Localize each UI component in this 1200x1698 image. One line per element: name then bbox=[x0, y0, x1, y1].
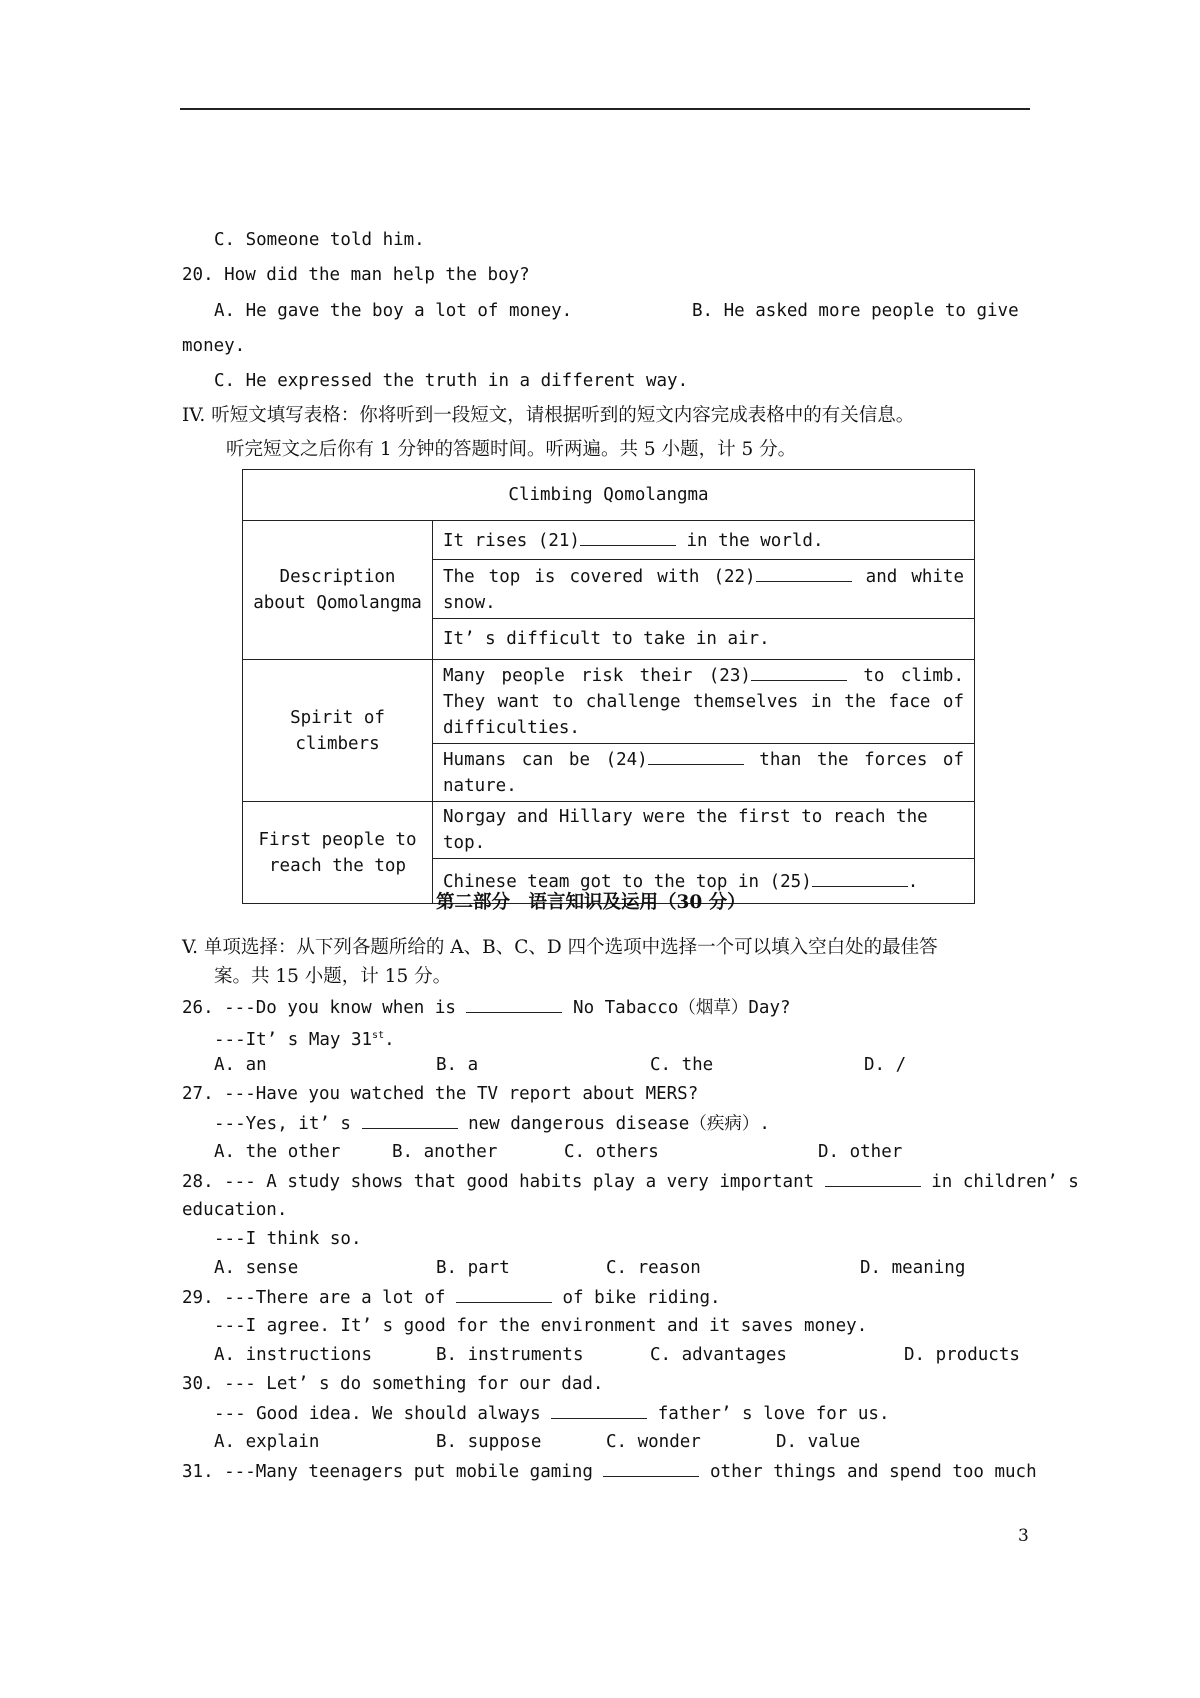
q30-option-b: B. suppose bbox=[436, 1432, 542, 1452]
q20-option-c: C. He expressed the truth in a different way. bbox=[214, 371, 689, 391]
blank-30 bbox=[551, 1400, 647, 1419]
part2-heading: 第二部分 语言知识及运用（30 分） bbox=[436, 892, 746, 913]
blank-25 bbox=[812, 868, 908, 887]
q19-option-c: C. Someone told him. bbox=[214, 230, 425, 250]
q29-option-c: C. advantages bbox=[650, 1345, 787, 1365]
q20-option-a: A. He gave the boy a lot of money. bbox=[214, 301, 573, 321]
section5-instructions: V. 单项选择：从下列各题所给的 A、B、C、D 四个选项中选择一个可以填入空白处的最佳答 bbox=[182, 937, 938, 958]
blank-23 bbox=[751, 662, 847, 681]
q28-question-cont: education. bbox=[182, 1200, 288, 1220]
q26-option-a: A. an bbox=[214, 1055, 267, 1075]
q27-option-c: C. others bbox=[564, 1142, 659, 1162]
blank-22 bbox=[756, 563, 852, 582]
section5-instructions-cont: 案。共 15 小题，计 15 分。 bbox=[214, 966, 452, 987]
q30-response: --- Good idea. We should always father’ s love for us. bbox=[214, 1400, 890, 1427]
q27-option-d: D. other bbox=[818, 1142, 903, 1162]
q28-option-c: C. reason bbox=[606, 1258, 701, 1278]
q30-option-d: D. value bbox=[776, 1432, 861, 1452]
table-cell: Chinese team got to the top in (25) . bbox=[433, 859, 975, 904]
blank-29 bbox=[456, 1284, 552, 1303]
q27-response: ---Yes, it’ s new dangerous disease（疾病）. bbox=[214, 1110, 770, 1137]
q26-question: 26. ---Do you know when is No Tabacco（烟草）Day? bbox=[182, 994, 791, 1021]
q26-option-d: D. / bbox=[864, 1055, 907, 1075]
blank-24 bbox=[648, 746, 744, 765]
row-label-first-people: First people to reach the top bbox=[243, 802, 433, 904]
q29-option-a: A. instructions bbox=[214, 1345, 373, 1365]
blank-27 bbox=[362, 1110, 458, 1129]
blank-21 bbox=[580, 527, 676, 546]
listening-table bbox=[242, 469, 975, 904]
q31-question: 31. ---Many teenagers put mobile gaming other things and spend too much bbox=[182, 1458, 1037, 1485]
blank-26 bbox=[466, 994, 562, 1013]
q28-option-b: B. part bbox=[436, 1258, 510, 1278]
table-cell: Norgay and Hillary were the first to reach the top. bbox=[433, 802, 975, 859]
q28-option-d: D. meaning bbox=[860, 1258, 966, 1278]
table-cell: It rises (21) in the world. bbox=[433, 521, 975, 560]
table-cell: It’ s difficult to take in air. bbox=[433, 619, 975, 660]
q20-option-b: B. He asked more people to give bbox=[692, 301, 1019, 321]
table-title: Climbing Qomolangma bbox=[243, 470, 975, 521]
q26-option-c: C. the bbox=[650, 1055, 714, 1075]
q29-option-d: D. products bbox=[904, 1345, 1020, 1365]
table-cell: Humans can be (24) than the forces of nature. bbox=[433, 744, 975, 802]
q29-question: 29. ---There are a lot of of bike riding. bbox=[182, 1284, 721, 1311]
q28-question: 28. --- A study shows that good habits play a very important in children’ s bbox=[182, 1168, 1079, 1195]
q30-option-a: A. explain bbox=[214, 1432, 320, 1452]
q28-option-a: A. sense bbox=[214, 1258, 299, 1278]
section4-instructions-cont: 听完短文之后你有 1 分钟的答题时间。听两遍。共 5 小题，计 5 分。 bbox=[226, 439, 797, 460]
header-rule bbox=[180, 108, 1030, 110]
row-label-spirit: Spirit of climbers bbox=[243, 660, 433, 802]
q28-response: ---I think so. bbox=[214, 1229, 362, 1249]
blank-28 bbox=[825, 1168, 921, 1187]
q27-option-b: B. another bbox=[392, 1142, 498, 1162]
q30-question: 30. --- Let’ s do something for our dad. bbox=[182, 1374, 604, 1394]
table-cell: Many people risk their (23) to climb. They want to challenge themselves in the face of difficulties. bbox=[433, 660, 975, 744]
q29-response: ---I agree. It’ s good for the environment and it saves money. bbox=[214, 1316, 868, 1336]
table-cell: The top is covered with (22) and white snow. bbox=[433, 560, 975, 619]
q29-option-b: B. instruments bbox=[436, 1345, 584, 1365]
blank-31 bbox=[603, 1458, 699, 1477]
q27-option-a: A. the other bbox=[214, 1142, 341, 1162]
section4-instructions: IV. 听短文填写表格：你将听到一段短文，请根据听到的短文内容完成表格中的有关信息。 bbox=[182, 405, 915, 426]
q30-option-c: C. wonder bbox=[606, 1432, 701, 1452]
page-number: 3 bbox=[1018, 1526, 1029, 1546]
q20-option-b-cont: money. bbox=[182, 336, 246, 356]
q27-question: 27. ---Have you watched the TV report about MERS? bbox=[182, 1084, 699, 1104]
q26-option-b: B. a bbox=[436, 1055, 479, 1075]
row-label-description: Description about Qomolangma bbox=[243, 521, 433, 660]
q20-question: 20. How did the man help the boy? bbox=[182, 265, 530, 285]
q26-response: ---It’ s May 31st. bbox=[214, 1029, 395, 1050]
